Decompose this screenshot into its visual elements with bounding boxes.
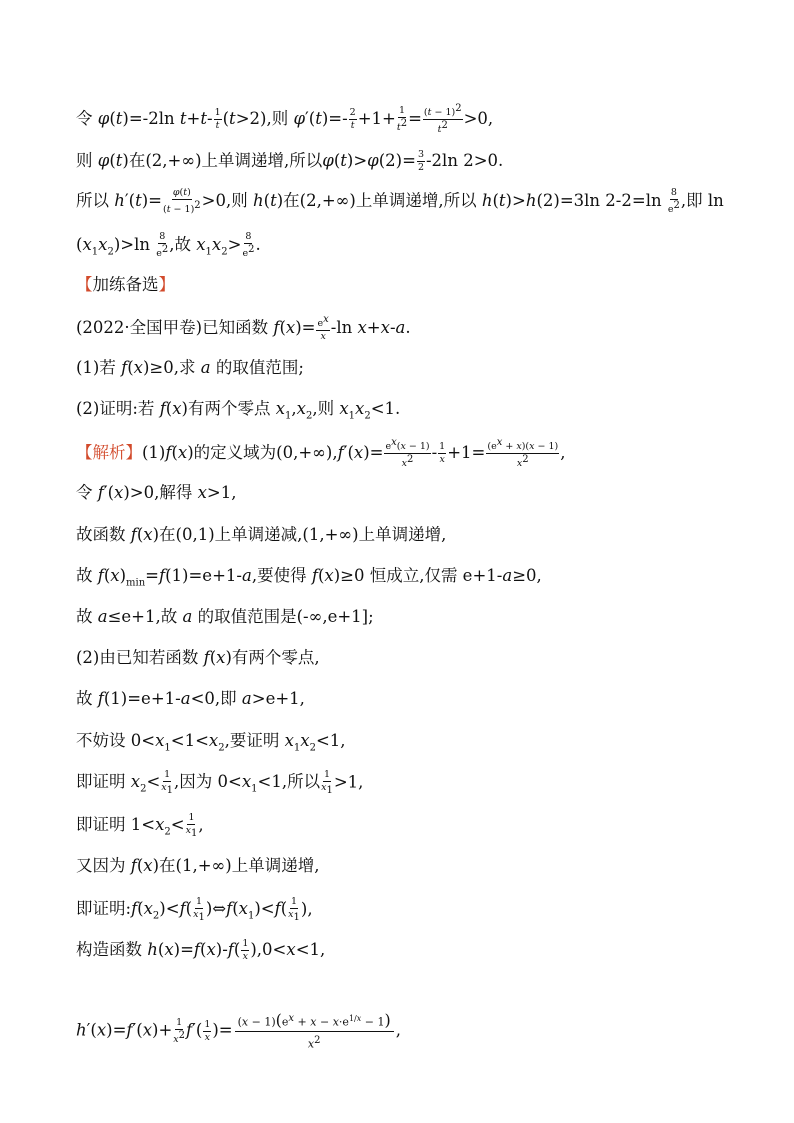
math-line: 故 $f(x)_{min}=f(1)=e+1-a$,要使得 f(x)≥0 恒成立,仅需 e+1-a≥0, [76,566,542,589]
fraction: $\frac{8}{e^2}$ [156,231,169,260]
fraction: $\frac{(t - 1)^2}{t^2}$ [423,103,462,136]
math-line: 故 a≤e+1,故 a 的取值范围是(-∞,e+1]; [76,607,374,626]
fraction: $\frac{1}{x}$ [242,938,249,962]
fraction: $\frac{\varphi(t)}{(t - 1)^2}$ [162,187,201,216]
math-line: (2)由已知若函数 f(x)有两个零点, [76,648,320,667]
math-line: 即证明$:f(x_2)<f$( $\frac{1}{x_1}$ )$\Leftrightarrow f(x_1)<f$( $\frac{1}{x_1}$ ), [76,896,313,923]
math-line: 令 φ(t)=-2ln t+t- $\frac{1}{t}$ (t>2),则 φ′(t)=- $\frac{2}{t}$ +1+ $\frac{1}{t^2}$ = $\frac{(t - 1)^2}{t^2}$ >0, [76,103,494,136]
fraction: $\frac{1}{x}$ [439,441,446,466]
math-line: 构造函数 h(x)=f(x)-f( $\frac{1}{x}$ ),0<x<1, [76,938,326,962]
fraction: $\frac{1}{x_1}$ [288,896,300,923]
math-line: 即证明 $x_2<$ $\frac{1}{x_1}$ ,因为 $0<x_1<1$,所以 $\frac{1}{x_1}$ >1, [76,769,364,796]
line-text: 令 φ(t)=-2ln t+t- [76,109,213,129]
solution-start: 【解析】(1)f(x)的定义域为(0,+∞),f′(x)= $\frac{e^x(x - 1)}{x^2}$ - $\frac{1}{x}$ +1= $\frac{(e^x + x)(x - 1)}{x^2}$ , [76,437,566,470]
fraction: $\frac{2}{t}$ [349,107,356,132]
math-line: $(x_1x_2)>\ln$ $\frac{8}{e^2}$ ,故 $x_1x_2>$ $\frac{8}{e^2}$ . [76,231,261,260]
fraction: $\frac{1}{x}$ [204,1018,211,1043]
fraction: $\frac{1}{x^2}$ [173,1016,186,1045]
math-line: 令 f′(x)>0,解得 x>1, [76,483,237,502]
section-header: 【加练备选】 [76,275,175,294]
fraction: $\frac{(x - 1)(e^x + x - x\cdot e^{1/x} - 1)}{x^2}$ [235,1012,394,1050]
math-line: h′(x)=f′(x)+ $\frac{1}{x^2}$ f′( $\frac{1}{x}$ )= $\frac{(x - 1)(e^x + x - x\cdot e^{1/x} - 1)}{x^2}$ , [76,1010,401,1051]
math-line: 则 φ(t)在(2,+∞)上单调递增,所以φ(t)>φ(2)= $\frac{3}{2}$ -2ln 2>0. [76,149,504,173]
fraction: $\frac{1}{x_1}$ [185,812,198,839]
fraction: $\frac{e^x}{x}$ [317,314,329,343]
fraction: $\frac{8}{e^2}$ [242,231,255,260]
math-line: 故函数 f(x)在(0,1)上单调递减,(1,+∞)上单调递增, [76,525,447,544]
fraction: $\frac{1}{x_1}$ [161,769,173,796]
fraction: $\frac{1}{t}$ [214,107,221,132]
math-line: 所以 h′(t)= $\frac{\varphi(t)}{(t - 1)^2}$ >0,则 h(t)在(2,+∞)上单调递增,所以 h(t)>h(2)=3ln 2-2=ln $\frac{8}{e^2}$ ,即 ln [76,187,724,216]
problem-part-1: (1)若 f(x)≥0,求 a 的取值范围; [76,358,304,377]
math-line: 又因为 f(x)在(1,+∞)上单调递增, [76,856,320,875]
fraction: $\frac{e^x(x - 1)}{x^2}$ [385,437,430,470]
fraction: $\frac{8}{e^2}$ [667,187,680,216]
fraction: $\frac{1}{x_1}$ [193,896,205,923]
problem-part-2: (2)证明:若 f(x)有两个零点 $x_1,x_2$,则 $x_1x_2<1$. [76,399,401,422]
math-line: 即证明 $1<x_2<$ $\frac{1}{x_1}$ , [76,812,204,839]
fraction: $\frac{3}{2}$ [417,149,424,173]
math-line: 不妨设 $0<x_1<1<x_2$,要证明 $x_1x_2<1$, [76,731,346,754]
problem-statement: (2022·全国甲卷)已知函数 f(x)= $\frac{e^x}{x}$ -ln x+x-a. [76,314,411,343]
fraction: $\frac{1}{t^2}$ [396,105,408,134]
math-line: 故 f(1)=e+1-a<0,即 a>e+1, [76,689,305,708]
fraction: $\frac{(e^x + x)(x - 1)}{x^2}$ [487,437,559,470]
fraction: $\frac{1}{x_1}$ [321,769,333,796]
